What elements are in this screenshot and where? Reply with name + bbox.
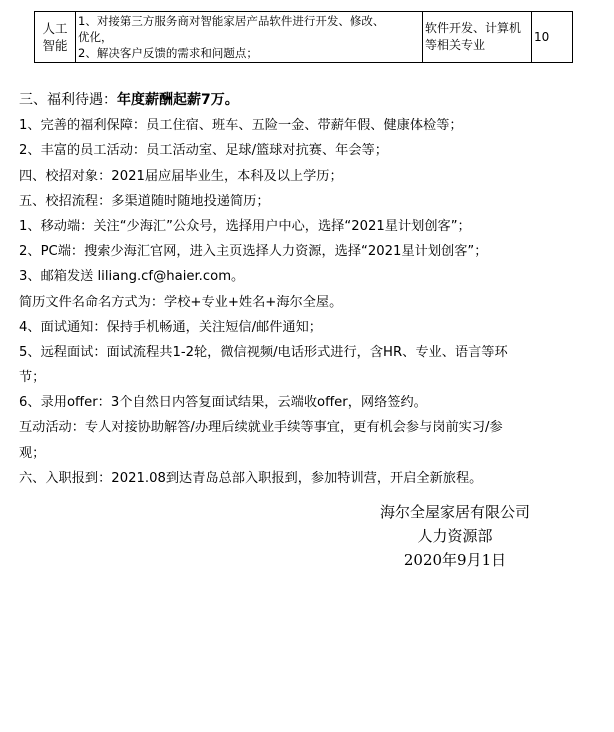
duty-line: 2、解决客户反馈的需求和问题点； [78,46,258,60]
job-table [34,11,573,63]
duty-line: 优化， [78,30,113,44]
process-heading: 五、校招流程：多渠道随时随地投递简历； [19,193,270,209]
duty-line: 1、对接第三方服务商对智能家居产品软件进行开发、修改、 [78,14,385,28]
interaction-activity-cont: 观； [19,445,46,461]
signature-block [340,500,570,572]
welfare-heading-prefix: 三、福利待遇： [19,92,117,108]
remote-interview: 5、远程面试：面试流程共1-2轮，微信视频/电话形式进行，含HR、专业、语言等环 [19,344,508,360]
offer-item: 6、录用offer：3个自然日内答复面试结果，云端收offer，网络签约。 [19,395,427,411]
major-line: 等相关专业 [425,38,486,52]
body-text [19,88,599,491]
welfare-item: 1、完善的福利保障：员工住宿、班车、五险一金、带薪年假、健康体检等； [19,118,463,134]
issue-date: 2020年9月1日 [403,551,507,569]
salary-highlight: 年度薪酬起薪7万。 [117,92,239,108]
email-item: 3、邮箱发送 liliang.cf@haier.com。 [19,269,245,285]
department-name: 人力资源部 [417,527,493,545]
role-cell [35,12,76,63]
duty-cell [76,12,423,63]
onboarding-item: 六、入职报到：2021.08到达青岛总部入职报到，参加特训营，开启全新旅程。 [19,470,483,486]
interaction-activity: 互动活动：专人对接协助解答/办理后续就业手续等事宜，更有机会参与岗前实习/参 [19,420,503,436]
major-cell [423,12,532,63]
role-line: 智能 [42,38,68,53]
remote-interview-cont: 节； [19,370,46,386]
welfare-heading [19,88,599,113]
table-row [35,12,573,63]
headcount-cell: 10 [532,12,573,63]
welfare-item: 2、丰富的员工活动：员工活动室、足球/篮球对抗赛、年会等； [19,143,388,159]
company-name: 海尔全屋家居有限公司 [379,503,530,521]
role-line: 人工 [42,21,68,36]
resume-naming: 简历文件名命名方式为：学校+专业+姓名+海尔全屋。 [19,294,343,310]
recruit-target: 四、校招对象：2021届应届毕业生，本科及以上学历； [19,168,343,184]
major-line: 软件开发、计算机 [425,21,522,35]
process-item: 4、面试通知：保持手机畅通，关注短信/邮件通知； [19,319,322,335]
process-item: 2、PC端：搜索少海汇官网，进入主页选择人力资源，选择“2021星计划创客”； [19,244,488,260]
process-item: 1、移动端：关注“少海汇”公众号，选择用户中心，选择“2021星计划创客”； [19,218,471,234]
